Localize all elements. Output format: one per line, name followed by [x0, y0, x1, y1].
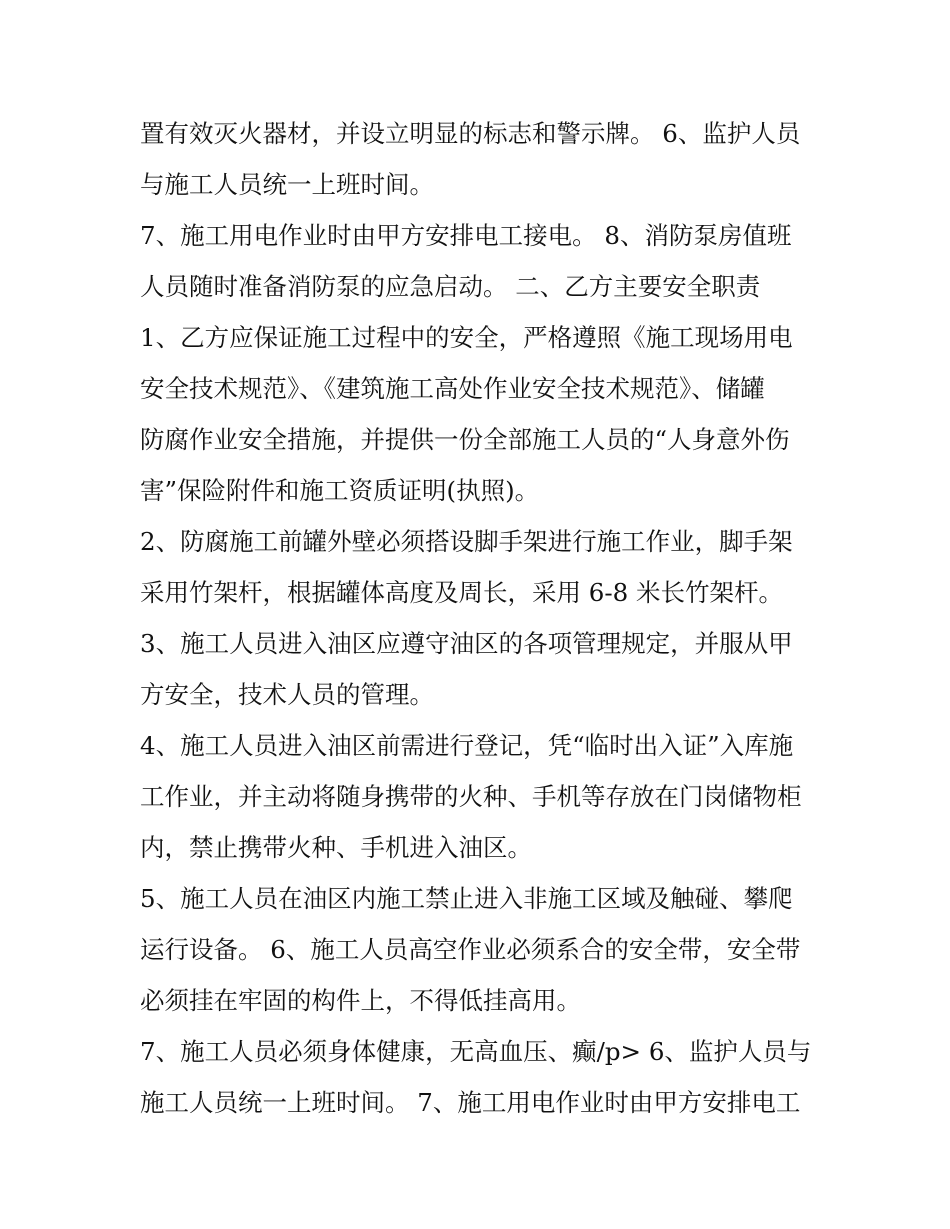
document-body: [140, 108, 820, 1128]
text-line: 工作业，并主动将随身携带的火种、手机等存放在门岗储物柜: [140, 782, 802, 811]
text-line: 2、防腐施工前罐外壁必须搭设脚手架进行施工作业，脚手架: [140, 527, 793, 556]
text-line: 害”保险附件和施工资质证明(执照)。: [140, 476, 540, 505]
text-line: 施工人员统一上班时间。 7、施工用电作业时由甲方安排电工: [140, 1088, 801, 1117]
text-line: 必须挂在牢固的构件上，不得低挂高用。: [140, 986, 581, 1015]
text-line: 安全技术规范》、《建筑施工高处作业安全技术规范》、储罐: [140, 374, 765, 403]
text-line: 采用竹架杆，根据罐体高度及周长，采用 6-8 米长竹架杆。: [140, 578, 784, 607]
text-line: 运行设备。 6、施工人员高空作业必须系合的安全带，安全带: [140, 935, 801, 964]
text-line: 7、施工人员必须身体健康，无高血压、癫/p> 6、监护人员与: [140, 1037, 812, 1066]
text-line: 7、施工用电作业时由甲方安排电工接电。 8、消防泵房值班: [140, 221, 792, 250]
text-line: 4、施工人员进入油区前需进行登记，凭“临时出入证”入库施: [140, 731, 794, 760]
text-line: 3、施工人员进入油区应遵守油区的各项管理规定，并服从甲: [140, 629, 793, 658]
text-line: 防腐作业安全措施，并提供一份全部施工人员的“人身意外伤: [140, 425, 790, 454]
text-line: 5、施工人员在油区内施工禁止进入非施工区域及触碰、攀爬: [140, 884, 793, 913]
text-line: 方安全，技术人员的管理。: [140, 680, 434, 709]
text-line: 内，禁止携带火种、手机进入油区。: [140, 833, 532, 862]
text-line: 置有效灭火器材，并设立明显的标志和警示牌。 6、监护人员: [140, 119, 801, 148]
text-line: 1、乙方应保证施工过程中的安全，严格遵照《施工现场用电: [140, 323, 793, 352]
text-line: 人员随时准备消防泵的应急启动。 二、乙方主要安全职责: [140, 272, 761, 301]
text-line: 与施工人员统一上班时间。: [140, 170, 434, 199]
